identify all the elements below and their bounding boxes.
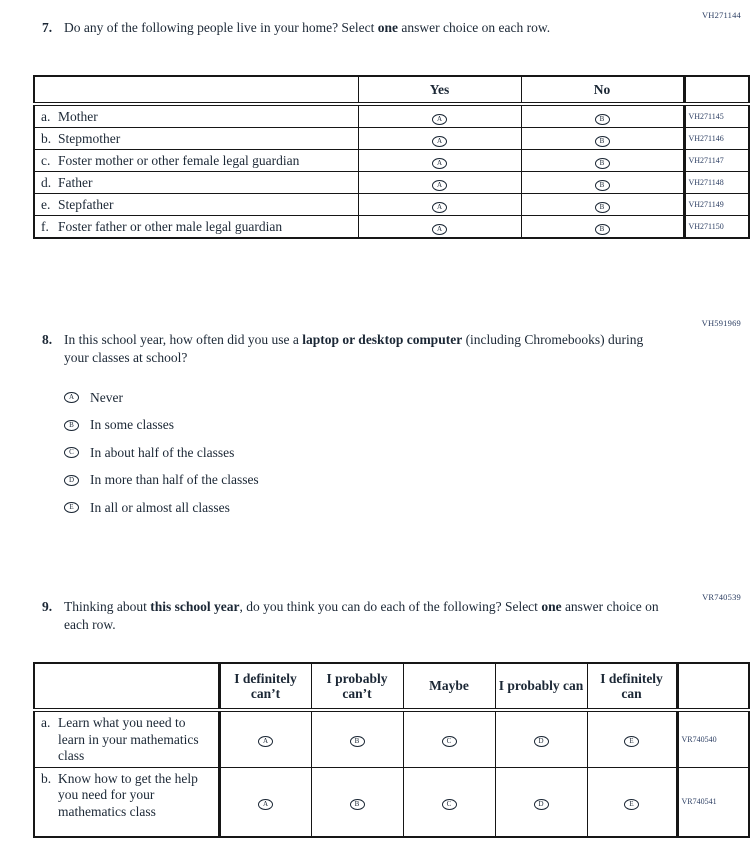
q9-header-row — [34, 663, 749, 710]
q7-row-e-choice-cell-A — [358, 194, 521, 216]
row-label: Foster father or other male legal guardian — [58, 219, 283, 234]
q7-row-b-item-code: VH271146 — [684, 128, 749, 150]
q8-option-bubble-A[interactable]: A — [64, 392, 79, 403]
q7-number: 7. — [42, 20, 53, 35]
q7-row-b-choice-cell-A — [358, 128, 521, 150]
q7-row-f-bubble-A[interactable]: A — [432, 224, 447, 235]
stem-segment: laptop or desktop computer — [302, 332, 463, 347]
row-letter: a. — [41, 715, 51, 730]
stem-segment: answer choice on each row. — [398, 20, 551, 35]
q9-row-a-bubble-A[interactable]: A — [258, 736, 273, 747]
q8-option-bubble-C[interactable]: C — [64, 447, 79, 458]
q7-row-d — [34, 172, 749, 194]
q9-row-b-bubble-D[interactable]: D — [534, 799, 549, 810]
row-label: Stepfather — [58, 197, 114, 212]
stem-segment: one — [377, 20, 399, 35]
q7-row-f — [34, 216, 749, 239]
q7-row-a-choice-cell-A — [358, 104, 521, 128]
row-label: Know how to get the help you need for your mathematics class — [58, 770, 198, 819]
row-label: Father — [58, 175, 93, 190]
q9-row-b-label-cell — [34, 767, 219, 837]
stem-segment: , do you think you can do each of the following? Select — [239, 599, 542, 614]
q7-row-b — [34, 128, 749, 150]
q9-row-b-bubble-B[interactable]: B — [350, 799, 365, 810]
q7-row-d-choice-cell-A — [358, 172, 521, 194]
q9-question-text — [64, 598, 674, 634]
row-letter: f. — [41, 219, 49, 234]
q9-row-b-choice-cell-B — [311, 767, 403, 837]
q9-row-a-label-cell — [34, 710, 219, 767]
q7-answer-table — [33, 75, 750, 239]
q7-row-a-bubble-B[interactable]: B — [595, 114, 610, 125]
q7-row-d-choice-cell-B — [521, 172, 684, 194]
stem-segment: Do any of the following people live in your home? Select — [64, 20, 378, 35]
q9-header-definitely-cant: I definitely can’t — [219, 663, 311, 710]
q9-row-a-bubble-B[interactable]: B — [350, 736, 365, 747]
option-label: Never — [90, 389, 123, 405]
q8-option-list — [64, 384, 259, 522]
q7-row-a-label-cell — [34, 104, 358, 128]
q9-number: 9. — [42, 599, 53, 614]
row-letter: b. — [41, 770, 52, 786]
row-label: Learn what you need to learn in your mathematics class — [58, 715, 199, 763]
row-letter: c. — [41, 153, 51, 168]
q7-row-e — [34, 194, 749, 216]
q9-row-a-choice-cell-A — [219, 710, 311, 767]
stem-segment: In this school year, how often did you use a — [64, 332, 303, 347]
row-letter: a. — [41, 109, 51, 124]
q9-header-blank — [34, 663, 219, 710]
q7-header-row — [34, 76, 749, 104]
q7-header-yes: Yes — [358, 76, 521, 104]
q8-option-bubble-B[interactable]: B — [64, 420, 79, 431]
q7-row-f-choice-cell-A — [358, 216, 521, 239]
q7-row-a-choice-cell-B — [521, 104, 684, 128]
option-label: In about half of the classes — [90, 444, 235, 460]
stem-segment: (including Chromebooks) during your classes at school? — [64, 332, 644, 365]
q7-row-d-item-code: VH271148 — [684, 172, 749, 194]
q7-row-c-bubble-B[interactable]: B — [595, 158, 610, 169]
q7-row-c-choice-cell-B — [521, 150, 684, 172]
q7-question-text — [64, 19, 550, 37]
q8-option-bubble-E[interactable]: E — [64, 502, 79, 513]
q7-row-a — [34, 104, 749, 128]
q9-item-code: VR740539 — [702, 592, 741, 602]
q7-row-f-bubble-B[interactable]: B — [595, 224, 610, 235]
stem-segment: Thinking about — [64, 599, 151, 614]
q7-row-b-bubble-A[interactable]: A — [432, 136, 447, 147]
q9-row-b-choice-cell-C — [403, 767, 495, 837]
q7-row-e-bubble-B[interactable]: B — [595, 202, 610, 213]
q7-row-c-bubble-A[interactable]: A — [432, 158, 447, 169]
q9-row-b — [34, 767, 749, 837]
q9-row-b-item-code: VR740541 — [677, 767, 749, 837]
q9-row-b-bubble-C[interactable]: C — [442, 799, 457, 810]
q8-option-B — [64, 412, 259, 440]
q8-item-code: VH591969 — [701, 318, 741, 328]
q7-row-f-item-code: VH271150 — [684, 216, 749, 239]
stem-segment: this school year — [150, 599, 240, 614]
q7-row-c-label-cell — [34, 150, 358, 172]
q9-row-a-choice-cell-C — [403, 710, 495, 767]
row-letter: e. — [41, 197, 51, 212]
q9-row-a-choice-cell-B — [311, 710, 403, 767]
q9-row-b-bubble-A[interactable]: A — [258, 799, 273, 810]
q9-header-probably-can: I probably can — [495, 663, 587, 710]
stem-segment: answer choice on each row. — [64, 599, 659, 632]
row-label: Foster mother or other female legal guardian — [58, 153, 300, 168]
stem-segment: one — [541, 599, 562, 614]
q8-option-bubble-D[interactable]: D — [64, 475, 79, 486]
q9-header-maybe: Maybe — [403, 663, 495, 710]
q7-header-no: No — [521, 76, 684, 104]
q8-question-text — [64, 331, 648, 367]
row-letter: b. — [41, 131, 52, 146]
q7-header-code-blank — [684, 76, 749, 104]
q7-row-d-bubble-B[interactable]: B — [595, 180, 610, 191]
q9-row-b-choice-cell-E — [587, 767, 677, 837]
row-label: Mother — [58, 109, 98, 124]
q7-row-f-label-cell — [34, 216, 358, 239]
q8-number: 8. — [42, 332, 53, 347]
q9-answer-table — [33, 662, 750, 838]
q9-row-a-bubble-D[interactable]: D — [534, 736, 549, 747]
q7-row-a-bubble-A[interactable]: A — [432, 114, 447, 125]
q7-row-b-choice-cell-B — [521, 128, 684, 150]
q7-row-e-choice-cell-B — [521, 194, 684, 216]
q7-row-c-choice-cell-A — [358, 150, 521, 172]
q9-row-a-item-code: VR740540 — [677, 710, 749, 767]
q7-row-c — [34, 150, 749, 172]
q7-row-d-label-cell — [34, 172, 358, 194]
q9-row-b-choice-cell-A — [219, 767, 311, 837]
q7-row-d-bubble-A[interactable]: A — [432, 180, 447, 191]
q7-row-b-label-cell — [34, 128, 358, 150]
q7-row-a-item-code: VH271145 — [684, 104, 749, 128]
q7-row-e-item-code: VH271149 — [684, 194, 749, 216]
option-label: In all or almost all classes — [90, 499, 230, 515]
q9-row-a-bubble-E[interactable]: E — [624, 736, 639, 747]
q7-row-f-choice-cell-B — [521, 216, 684, 239]
q8-option-E — [64, 494, 259, 522]
q9-row-a-bubble-C[interactable]: C — [442, 736, 457, 747]
q7-row-b-bubble-B[interactable]: B — [595, 136, 610, 147]
q9-row-a-choice-cell-D — [495, 710, 587, 767]
q7-stem — [42, 19, 656, 37]
q8-option-A — [64, 384, 259, 412]
q9-header-code-blank — [677, 663, 749, 710]
q9-header-probably-cant: I probably can’t — [311, 663, 403, 710]
q8-stem — [42, 331, 648, 367]
q8-option-C — [64, 439, 259, 467]
q7-header-blank — [34, 76, 358, 104]
q7-row-e-bubble-A[interactable]: A — [432, 202, 447, 213]
q9-stem — [42, 598, 674, 634]
q7-item-code: VH271144 — [701, 10, 741, 20]
q9-row-a — [34, 710, 749, 767]
q8-option-D — [64, 467, 259, 495]
q9-header-definitely-can: I definitely can — [587, 663, 677, 710]
option-label: In more than half of the classes — [90, 472, 259, 488]
q9-row-b-bubble-E[interactable]: E — [624, 799, 639, 810]
row-letter: d. — [41, 175, 52, 190]
row-label: Stepmother — [58, 131, 121, 146]
q7-row-c-item-code: VH271147 — [684, 150, 749, 172]
q7-row-e-label-cell — [34, 194, 358, 216]
option-label: In some classes — [90, 417, 174, 433]
q9-row-a-choice-cell-E — [587, 710, 677, 767]
q9-row-b-choice-cell-D — [495, 767, 587, 837]
